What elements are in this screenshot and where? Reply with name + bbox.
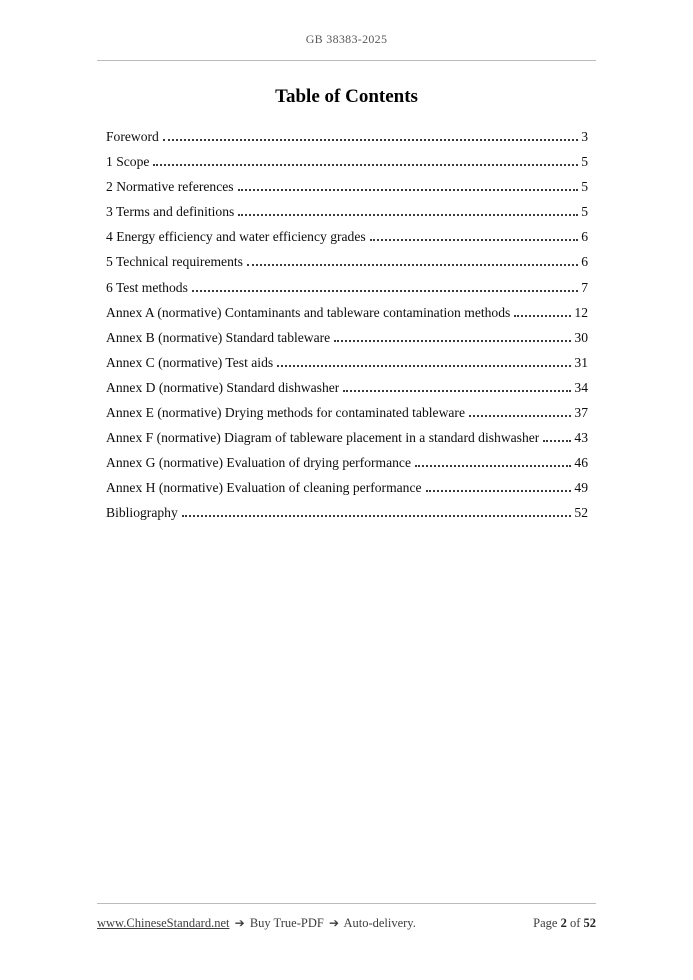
page-indicator-current: 2 xyxy=(560,916,567,930)
toc-entry-page: 31 xyxy=(574,354,588,370)
toc-entry-page: 46 xyxy=(574,455,588,471)
toc-entry-page: 12 xyxy=(574,304,588,320)
toc-entry-page: 5 xyxy=(581,204,588,220)
toc-entry-label: Foreword xyxy=(106,129,159,144)
toc-entry xyxy=(106,254,588,279)
toc-entry xyxy=(106,129,588,154)
toc-entry xyxy=(106,455,588,480)
toc-dot-leader xyxy=(415,465,571,467)
toc-dot-leader xyxy=(543,440,571,442)
toc-entry xyxy=(106,154,588,179)
page-indicator-label: Page xyxy=(533,916,558,930)
toc-entry-label: Annex D (normative) Standard dishwasher xyxy=(106,379,340,395)
toc-entry xyxy=(106,380,588,405)
footer-buy-text: Buy True-PDF xyxy=(249,916,324,930)
toc-dot-leader xyxy=(238,189,579,191)
toc-entry xyxy=(106,204,588,229)
toc-entry-page: 52 xyxy=(574,505,588,521)
toc-entry-page: 5 xyxy=(581,179,588,195)
table-of-contents xyxy=(106,129,588,531)
toc-entry-label: 4 Energy efficiency and water efficiency grades xyxy=(106,229,366,245)
toc-entry xyxy=(106,179,588,204)
toc-entry-label: 6 Test methods xyxy=(106,279,188,295)
toc-entry-page: 7 xyxy=(581,279,588,295)
toc-dot-leader xyxy=(247,264,578,266)
toc-entry-label: 1 Scope xyxy=(106,154,150,170)
toc-entry-page: 34 xyxy=(574,379,588,395)
header-divider xyxy=(97,60,596,61)
toc-entry-page: 49 xyxy=(574,480,588,496)
toc-dot-leader xyxy=(182,515,572,517)
toc-dot-leader xyxy=(153,164,578,166)
toc-dot-leader xyxy=(514,315,571,317)
toc-entry-page: 6 xyxy=(581,229,588,245)
footer-delivery-text: Auto-delivery. xyxy=(343,916,416,930)
toc-dot-leader xyxy=(192,290,578,292)
arrow-icon: ➔ xyxy=(328,916,339,930)
toc-entry-label: 3 Terms and definitions xyxy=(106,204,235,220)
arrow-icon: ➔ xyxy=(234,916,245,930)
toc-entry-page: 5 xyxy=(581,154,588,170)
toc-entry-page: 6 xyxy=(581,254,588,270)
page-indicator xyxy=(533,916,596,931)
toc-entry-page: 30 xyxy=(574,329,588,345)
toc-entry-label: Annex A (normative) Contaminants and tableware contamination methods xyxy=(106,304,511,320)
toc-entry-label: Annex B (normative) Standard tableware xyxy=(106,329,331,345)
toc-entry xyxy=(106,505,588,530)
toc-entry-page: 3 xyxy=(581,129,588,144)
toc-entry xyxy=(106,430,588,455)
toc-entry-label: 2 Normative references xyxy=(106,179,234,195)
toc-dot-leader xyxy=(163,139,578,141)
page-indicator-total: 52 xyxy=(583,916,596,930)
toc-entry xyxy=(106,355,588,380)
toc-entry xyxy=(106,280,588,305)
toc-entry xyxy=(106,229,588,254)
page-footer xyxy=(97,903,596,931)
toc-dot-leader xyxy=(334,340,571,342)
toc-entry-page: 43 xyxy=(574,430,588,446)
toc-dot-leader xyxy=(426,490,572,492)
toc-entry-page: 37 xyxy=(574,405,588,421)
toc-dot-leader xyxy=(469,415,571,417)
toc-dot-leader xyxy=(343,390,571,392)
toc-entry-label: Annex C (normative) Test aids xyxy=(106,354,274,370)
toc-entry-label: 5 Technical requirements xyxy=(106,254,243,270)
toc-entry-label: Bibliography xyxy=(106,505,178,521)
page-title: Table of Contents xyxy=(275,86,418,107)
toc-dot-leader xyxy=(370,239,579,241)
footer-promo xyxy=(97,916,416,931)
toc-entry-label: Annex F (normative) Diagram of tableware placement in a standard dishwasher xyxy=(106,430,540,446)
toc-entry-label: Annex E (normative) Drying methods for contaminated tableware xyxy=(106,405,465,421)
toc-entry xyxy=(106,480,588,505)
toc-entry-label: Annex G (normative) Evaluation of drying performance xyxy=(106,455,411,471)
toc-dot-leader xyxy=(238,214,578,216)
website-link[interactable]: www.ChineseStandard.net xyxy=(97,916,230,930)
document-number: GB 38383-2025 xyxy=(305,32,388,46)
page-indicator-of: of xyxy=(569,916,581,930)
toc-entry xyxy=(106,305,588,330)
toc-dot-leader xyxy=(277,365,571,367)
toc-entry-label: Annex H (normative) Evaluation of cleaning performance xyxy=(106,480,422,496)
toc-entry xyxy=(106,405,588,430)
toc-entry xyxy=(106,330,588,355)
